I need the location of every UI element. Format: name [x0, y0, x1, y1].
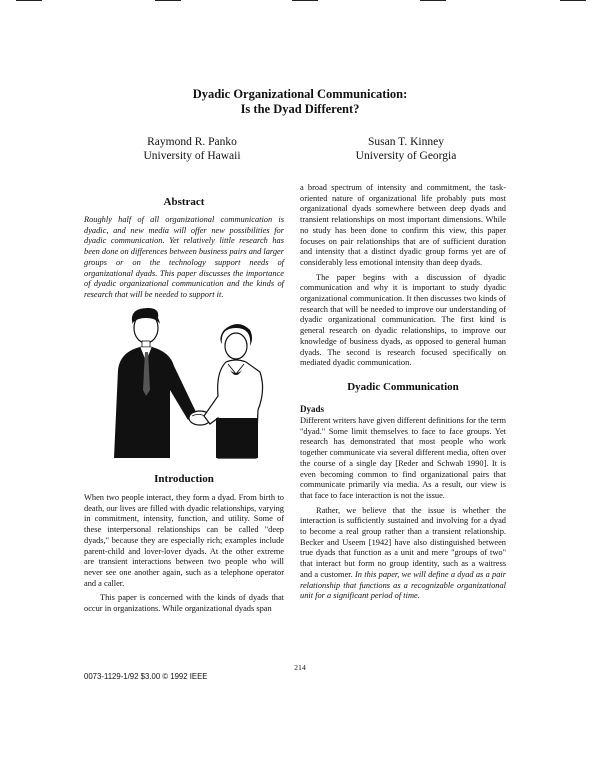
- author-affiliation: University of Hawaii: [143, 150, 241, 162]
- right-column-intro: [300, 183, 506, 375]
- crop-mark: [420, 0, 446, 1]
- right-column-paragraph-1: a broad spectrum of intensity and commitment, the task-oriented nature of organizational life probably puts most organizational dyads somewhere between deep dyads and transient relationships on most important dimensions. While no study has been done to confirm this view, this paper focuses on pair relationships that are of sufficient duration and intensity that a distinct dyadic group forms yet are of considerably less emotional intensity than deep dyads.: [300, 183, 506, 267]
- right-column-paragraph-2: The paper begins with a discussion of dyadic communication and why it is important to study dyadic organizational communication. It then discusses two kinds of research that will be needed to improve our understanding of dyadic organizational communication. The first kind is general research on dyadic relationships, to improve our knowledge of business dyads, as opposed to general human dyads. The second is research focused specifically on mediated dyadic communication.: [300, 272, 506, 368]
- crop-mark: [292, 0, 318, 1]
- introduction-paragraph-1: When two people interact, they form a dyad. From birth to death, our lives are filled with dyadic relationships, varying in commitment, intensity, function, and utility. Some of these interpersonal relationships can be called "deep dyads," because they are especially rich; examples include parent-child and lover-lover dyads. At the other extreme are transient interactions between two people who will never see one another again, such as a telephone operator and a caller.: [84, 493, 284, 588]
- crop-mark: [560, 0, 586, 1]
- introduction-body: [84, 493, 284, 665]
- dyads-paragraph-1: Different writers have given different definitions for the term "dyad." Some limit themselves to face to face groups. Yet research has demonstrated that most people who work together communicate via several different media, often over the course of a single day [Reder and Schwab 1990]. It is even becoming common to find organizational pairs that communicate primarily via media. As a result, our view is that face to face interaction is not the issue.: [300, 416, 506, 500]
- introduction-paragraph-2: This paper is concerned with the kinds of dyads that occur in organizations. While organizational dyads span: [84, 593, 284, 614]
- dyads-subheading: Dyads: [300, 404, 325, 414]
- author-block-1: [92, 135, 292, 163]
- title-line-1: Dyadic Organizational Communication:: [192, 87, 408, 101]
- copyright-notice: 0073-1129-1/92 $3.00 © 1992 IEEE: [84, 672, 208, 681]
- author-name: Susan T. Kinney: [368, 136, 444, 148]
- woman-figure-icon: [204, 324, 263, 458]
- dyads-paragraph-2-text: Rather, we believe that the issue is whether the interaction is sufficiently sustained and involving for a dyad to become a real group rather than a transient relationship. Becker and Useem [1942] have also distinguished between true dyads that function as a unit and mere "groups of two" that interact but form no group identity, such as a waitress and a customer.: [300, 505, 506, 579]
- abstract-heading: Abstract: [163, 196, 205, 208]
- paper-title: [0, 87, 600, 117]
- dyads-paragraph-2: [300, 506, 506, 602]
- introduction-heading: Introduction: [154, 473, 214, 485]
- dyadic-communication-heading: Dyadic Communication: [347, 381, 459, 393]
- title-line-2: Is the Dyad Different?: [240, 102, 360, 116]
- dyads-body: [300, 416, 507, 601]
- abstract-paragraph: Roughly half of all organizational communication is dyadic, and new media will offer new possibilities for dyadic communication. Yet relatively little research has been done on differences between business pairs and larger groups or on the technology support needs of organizational dyads. This paper discusses the importance of dyadic organizational communication and the kinds of research that will be needed to support it.: [84, 215, 284, 299]
- dyad-definition: In this paper, we will define a dyad as a pair relationship that functions as a recognizable organizational unit for a significant period of time.: [300, 569, 507, 601]
- crop-mark: [16, 0, 42, 1]
- crop-mark: [155, 0, 181, 1]
- page-number: 214: [294, 663, 306, 672]
- handshake-illustration: [100, 300, 280, 460]
- author-name: Raymond R. Panko: [147, 136, 237, 148]
- man-figure-icon: [114, 308, 196, 458]
- author-block-2: [306, 135, 506, 163]
- author-affiliation: University of Georgia: [355, 150, 457, 162]
- abstract-text: [84, 215, 284, 299]
